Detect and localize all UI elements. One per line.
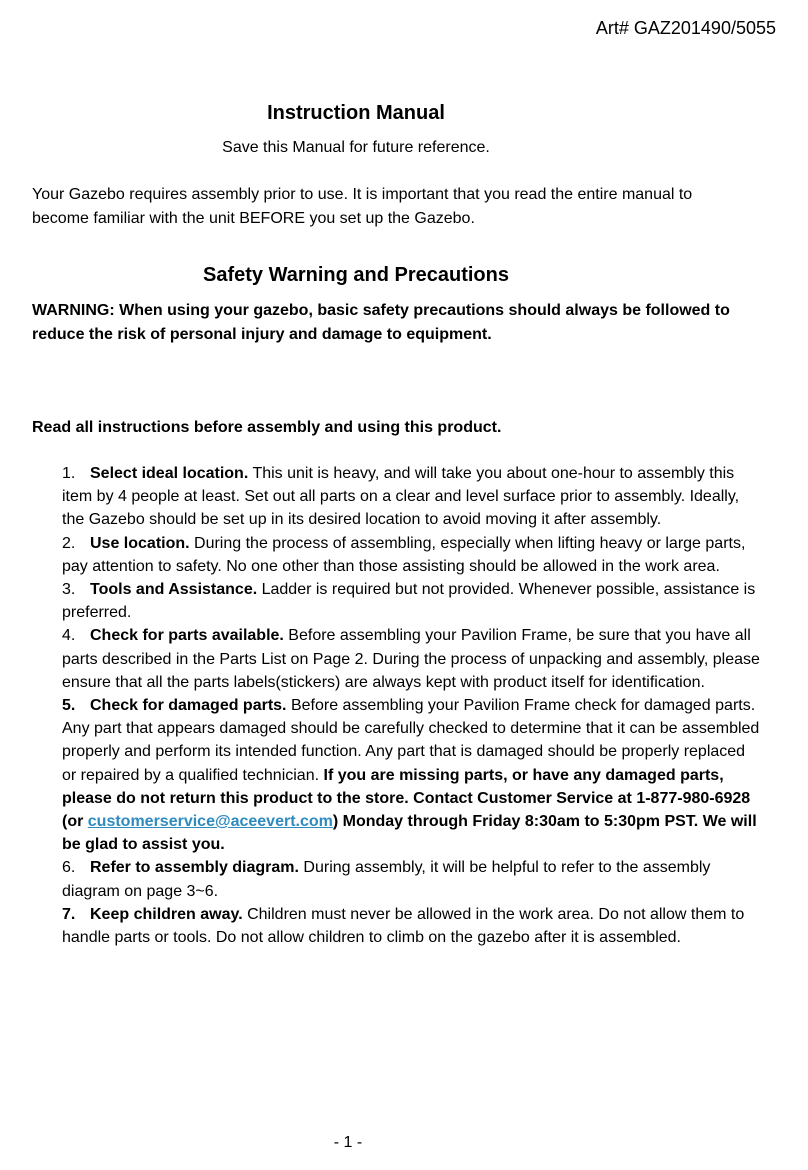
page-number: - 1 - — [333, 1134, 363, 1151]
step-text: During the process of assembling, especially when lifting heavy or large parts, pay attention to safety. No one other than those assisting should be allowed in the work area. — [62, 534, 746, 575]
step-7 — [62, 903, 762, 949]
step-text: This unit is heavy, and will take you about one-hour to assembly this item by 4 people at least. Set out all parts on a clear and level surface prior to assembly. Ideally, the Gazebo should be set up in its desired location to avoid moving it after assembly. — [62, 465, 740, 529]
step-bold-text-after: ) Monday through Friday 8:30am to 5:30pm PST. We will be glad to assist you. — [62, 813, 757, 854]
step-title: Use location. — [90, 534, 190, 552]
step-title: Check for parts available. — [90, 627, 284, 645]
intro-paragraph: Your Gazebo requires assembly prior to use. It is important that you read the entire manual to become familiar with the unit BEFORE you set up the Gazebo. — [32, 186, 693, 227]
customer-service-email-link[interactable]: customerservice@aceevert.com — [87, 813, 333, 831]
warning-paragraph: WARNING: When using your gazebo, basic safety precautions should always be followed to reduce the risk of personal injury and damage to equipment. — [32, 302, 730, 343]
step-title: Keep children away. — [90, 905, 243, 923]
step-title: Tools and Assistance. — [90, 581, 258, 599]
step-text: Before assembling your Pavilion Frame check for damaged parts. Any part that appears damaged should be carefully checked to determine that it can be assembled properly and perform its intended function. Any part that is damaged should be properly replaced or repaired by a qualified technician. — [62, 697, 760, 784]
step-number: 1. — [62, 465, 76, 482]
step-title: Refer to assembly diagram. — [90, 859, 299, 877]
step-number: 6. — [62, 859, 76, 877]
step-3 — [62, 578, 762, 624]
step-text: During assembly, it will be helpful to refer to the assembly diagram on page 3~6. — [62, 859, 711, 900]
safety-heading: Safety Warning and Precautions — [203, 264, 509, 286]
page-subtitle: Save this Manual for future reference. — [222, 139, 490, 156]
step-number: 3. — [62, 581, 76, 599]
step-number: 5. — [62, 697, 76, 715]
page-title: Instruction Manual — [267, 102, 445, 124]
step-4 — [62, 624, 762, 694]
step-title: Check for damaged parts. — [90, 697, 287, 715]
step-text: Children must never be allowed in the work area. Do not allow them to handle parts or tools. Do not allow children to climb on the gazebo after it is assembled. — [62, 905, 745, 947]
art-number: Art# GAZ201490/5055 — [595, 18, 776, 38]
step-text: Ladder is required but not provided. Whenever possible, assistance is preferred. — [62, 581, 756, 622]
step-5 — [62, 694, 762, 856]
step-1 — [62, 462, 762, 532]
step-title: Select ideal location. — [90, 465, 249, 482]
step-number: 2. — [62, 534, 76, 552]
steps-list — [62, 462, 762, 949]
step-bold-text: If you are missing parts, or have any damaged parts, please do not return this product to the store. Contact Customer Service at 1-877-980-6928 (or — [62, 766, 751, 831]
step-6 — [62, 856, 762, 902]
step-2 — [62, 532, 762, 578]
read-all-instruction: Read all instructions before assembly and using this product. — [32, 419, 502, 436]
step-number: 4. — [62, 627, 76, 645]
step-number: 7. — [62, 905, 76, 923]
step-text: Before assembling your Pavilion Frame, be sure that you have all parts described in the Parts List on Page 2. During the process of unpacking and assembly, please ensure that all the parts labels(stickers) are always kept with product itself for identification. — [62, 627, 760, 691]
